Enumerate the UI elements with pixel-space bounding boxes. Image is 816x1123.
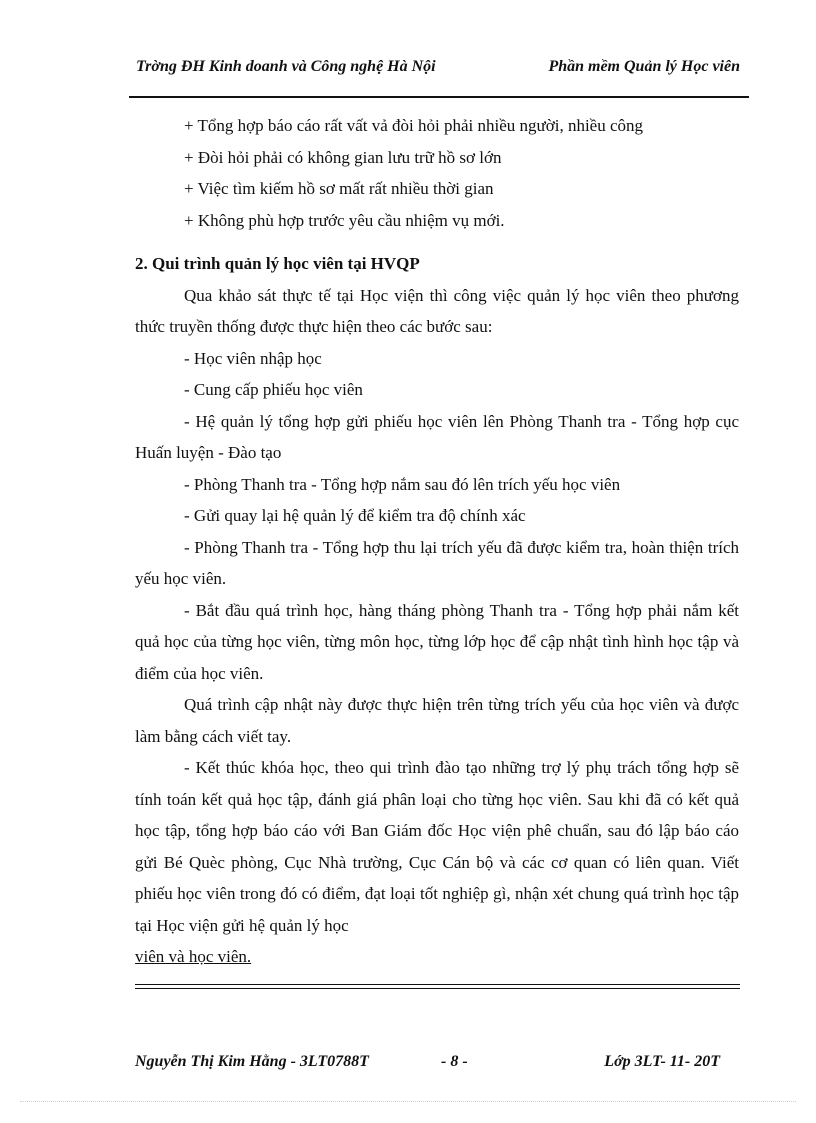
footer-class: Lớp 3LT- 11- 20T	[604, 1053, 720, 1070]
step-item: - Phòng Thanh tra - Tổng hợp thu lại trích yếu đã được kiểm tra, hoàn thiện trích yếu học viên.	[135, 537, 739, 588]
step-item: - Phòng Thanh tra - Tổng hợp nắm sau đó lên trích yếu học viên	[184, 474, 621, 494]
footer-rule-bottom	[135, 988, 740, 989]
section-heading: 2. Qui trình quản lý học viên tại HVQP	[135, 254, 420, 273]
page-boundary	[20, 1101, 796, 1102]
bullet-item: + Đòi hỏi phải có không gian lưu trữ hồ sơ lớn	[184, 147, 502, 167]
final-paragraph-tail	[135, 941, 739, 973]
final-paragraph: - Kết thúc khóa học, theo qui trình đào tạo những trợ lý phụ trách tổng hợp sẽ tính toán kết quả học tập, đánh giá phân loại cho từng học viên. Sau khi đã có kết quả học tập, tổng hợp báo cáo với Ban Giám đốc Học viện phê chuẩn, sau đó lập báo cáo gửi Bé Quèc phòng, Cục Nhà trường, Cục Cán bộ và các cơ quan có liên quan. Viết phiếu học viên trong đó có điểm, đạt loại tốt nghiệp gì, nhận xét chung quá trình học tập tại Học viện gửi hệ quản lý học	[135, 758, 739, 935]
footer-author: Nguyễn Thị Kim Hằng - 3LT0788T	[135, 1053, 369, 1070]
step-item: - Hệ quản lý tổng hợp gửi phiếu học viên lên Phòng Thanh tra - Tổng hợp cục Huấn luyện - Đào tạo	[135, 411, 739, 462]
header-title: Phần mềm Quản lý Học viên	[548, 58, 740, 75]
page-content	[135, 110, 739, 973]
intro-paragraph: Qua khảo sát thực tế tại Học viện thì công việc quản lý học viên theo phương thức truyền thống được thực hiện theo các bước sau:	[135, 285, 739, 336]
step-item: - Cung cấp phiếu học viên	[184, 380, 363, 399]
bullet-item: + Không phù hợp trước yêu cầu nhiệm vụ mới.	[184, 210, 505, 230]
step-item: - Học viên nhập học	[184, 348, 322, 368]
update-paragraph: Quá trình cập nhật này được thực hiện trên từng trích yếu của học viên và được làm bằng cách viết tay.	[135, 695, 739, 746]
bullet-item: + Tổng hợp báo cáo rất vất vả đòi hỏi phải nhiều người, nhiều công	[184, 116, 644, 135]
bullet-item: + Việc tìm kiếm hồ sơ mất rất nhiều thời gian	[184, 179, 494, 198]
page-number: - 8 -	[441, 1053, 468, 1070]
header-school: Trờng ĐH Kinh doanh và Công nghệ Hà Nội	[136, 58, 436, 75]
header-rule	[129, 96, 749, 98]
final-tail-text: viên và học viên.	[135, 947, 252, 966]
step-item: - Gửi quay lại hệ quản lý để kiểm tra độ chính xác	[184, 506, 526, 525]
footer-rule-top	[135, 984, 740, 985]
step-item: - Bắt đầu quá trình học, hàng tháng phòng Thanh tra - Tổng hợp phải nắm kết quả học của từng học viên, từng môn học, từng lớp học để cập nhật tình hình học tập và điểm của học viên.	[135, 600, 739, 683]
